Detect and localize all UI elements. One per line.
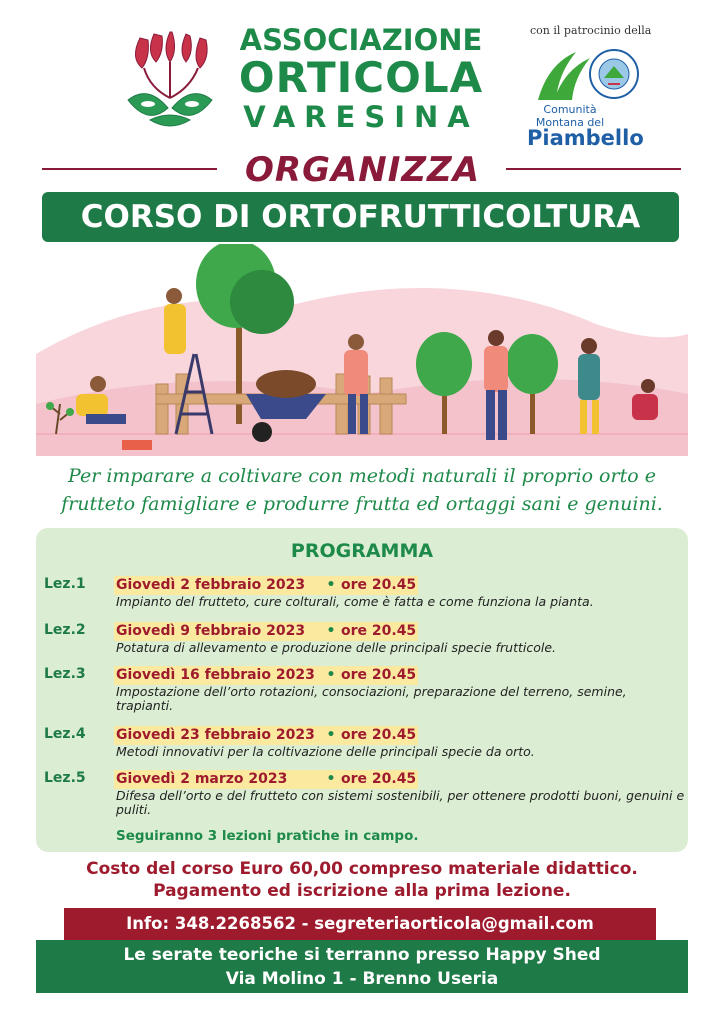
lesson-label: Lez.5 bbox=[44, 770, 86, 786]
venue-line: Le serate teoriche si terranno presso Happy Shed bbox=[123, 945, 601, 965]
separator-dot: • bbox=[326, 623, 336, 639]
gardening-illustration-icon bbox=[36, 244, 688, 456]
lesson-date: Giovedì 2 marzo 2023 bbox=[116, 771, 288, 787]
lesson-description: Metodi innovativi per la coltivazione delle principali specie da orto. bbox=[116, 744, 535, 759]
lesson-dateline bbox=[114, 770, 418, 789]
lesson-description: Impostazione dell’orto rotazioni, consociazioni, preparazione del terreno, semine, trapianti. bbox=[116, 684, 627, 713]
lesson-date: Giovedì 16 febbraio 2023 bbox=[116, 667, 315, 683]
course-title-banner: CORSO DI ORTOFRUTTICOLTURA bbox=[42, 192, 679, 242]
lesson-label: Lez.3 bbox=[44, 666, 86, 682]
separator-dot: • bbox=[326, 771, 336, 787]
piambello-logo-icon bbox=[534, 44, 642, 102]
patron-name: Comunità Montana del bbox=[535, 103, 605, 129]
cost-line: Costo del corso Euro 60,00 compreso materiale didattico. bbox=[86, 859, 638, 879]
cyclamen-logo-icon bbox=[120, 28, 220, 138]
lesson-label: Lez.2 bbox=[44, 622, 86, 638]
lesson-dateline bbox=[114, 576, 418, 595]
lesson-description: Impianto del frutteto, cure colturali, come è fatta e come funziona la pianta. bbox=[116, 594, 594, 609]
lesson-label: Lez.1 bbox=[44, 576, 86, 592]
payment-line: Pagamento ed iscrizione alla prima lezione. bbox=[153, 881, 571, 901]
tagline: Per imparare a coltivare con metodi naturali il proprio orto e frutteto famigliare e produrre frutta ed ortaggi sani e genuini. bbox=[61, 465, 663, 515]
org-name-line2: ORTICOLA bbox=[238, 53, 484, 102]
lesson-time: ore 20.45 bbox=[341, 577, 417, 593]
lesson-dateline bbox=[114, 666, 418, 685]
separator-dot: • bbox=[326, 667, 336, 683]
organizza-heading: ORGANIZZA bbox=[244, 150, 481, 190]
venue-bar bbox=[36, 940, 688, 993]
divider-right bbox=[506, 168, 681, 170]
lesson-label: Lez.4 bbox=[44, 726, 86, 742]
patron-place: Piambello bbox=[527, 126, 644, 150]
org-name-line3: VARESINA bbox=[243, 100, 479, 134]
lesson-date: Giovedì 9 febbraio 2023 bbox=[116, 623, 306, 639]
practical-lessons-note: Seguiranno 3 lezioni pratiche in campo. bbox=[116, 828, 419, 844]
venue-address: Via Molino 1 - Brenno Useria bbox=[225, 969, 499, 989]
divider-left bbox=[42, 168, 217, 170]
lesson-time: ore 20.45 bbox=[341, 667, 417, 683]
lesson-date: Giovedì 2 febbraio 2023 bbox=[116, 577, 306, 593]
lesson-time: ore 20.45 bbox=[341, 727, 417, 743]
cost-info bbox=[40, 858, 684, 902]
separator-dot: • bbox=[326, 727, 336, 743]
patronage-label: con il patrocinio della bbox=[530, 24, 652, 37]
contact-info-bar: Info: 348.2268562 - segreteriaorticola@gmail.com bbox=[64, 908, 656, 940]
lesson-date: Giovedì 23 febbraio 2023 bbox=[116, 727, 315, 743]
organization-name bbox=[226, 23, 496, 134]
lesson-description: Difesa dell’orto e del frutteto con sistemi sostenibili, per ottenere prodotti buoni, genuini e puliti. bbox=[116, 788, 685, 817]
program-title: PROGRAMMA bbox=[290, 540, 434, 562]
lesson-time: ore 20.45 bbox=[341, 771, 417, 787]
lesson-description: Potatura di allevamento e produzione delle principali specie frutticole. bbox=[116, 640, 557, 655]
separator-dot: • bbox=[326, 577, 336, 593]
org-name-line1: ASSOCIAZIONE bbox=[239, 23, 483, 57]
lesson-dateline bbox=[114, 622, 418, 641]
lesson-dateline bbox=[114, 726, 418, 745]
lesson-time: ore 20.45 bbox=[341, 623, 417, 639]
